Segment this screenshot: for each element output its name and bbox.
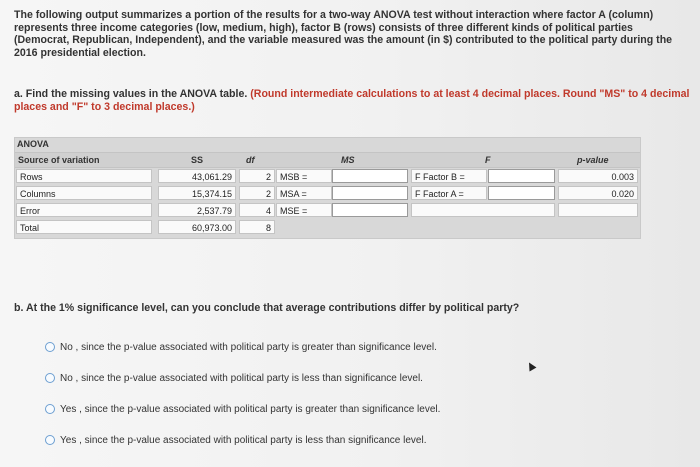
msa-input[interactable] bbox=[332, 186, 408, 200]
part-a-prompt bbox=[14, 88, 690, 113]
f-factor-a-input[interactable] bbox=[488, 186, 555, 200]
row-df: 2 bbox=[239, 186, 275, 200]
row-ss: 43,061.29 bbox=[158, 169, 236, 183]
empty-cell bbox=[411, 203, 555, 217]
option-text: Yes , since the p-value associated with political party is greater than significance level. bbox=[60, 404, 441, 415]
ms-label: MSE = bbox=[276, 203, 332, 217]
row-ss: 2,537.79 bbox=[158, 203, 236, 217]
part-a-label: a. Find the missing values in the ANOVA table. bbox=[14, 88, 248, 100]
header-source: Source of variation bbox=[18, 155, 100, 165]
row-ss: 60,973.00 bbox=[158, 220, 236, 234]
anova-header-row bbox=[15, 152, 640, 168]
answer-option-2[interactable] bbox=[45, 372, 423, 386]
row-df: 4 bbox=[239, 203, 275, 217]
ms-label: MSB = bbox=[276, 169, 332, 183]
ms-label: MSA = bbox=[276, 186, 332, 200]
row-ss: 15,374.15 bbox=[158, 186, 236, 200]
row-df: 2 bbox=[239, 169, 275, 183]
table-row bbox=[15, 168, 640, 185]
f-label: F Factor A = bbox=[411, 186, 487, 200]
empty-cell bbox=[558, 203, 638, 217]
f-factor-b-input[interactable] bbox=[488, 169, 555, 183]
problem-statement: The following output summarizes a portion of the results for a two-way ANOVA test without interaction where factor A (column) represents three income categories (low, medium, high), factor B (rows) consists of three different kinds of political parties (Democrat, Republican, Independent), and the variable measured was the amount (in $) contributed to the political party during the 2016 presidential election. bbox=[14, 9, 673, 59]
radio-button[interactable] bbox=[45, 404, 55, 414]
table-row bbox=[15, 185, 640, 202]
msb-input[interactable] bbox=[332, 169, 408, 183]
header-df: df bbox=[246, 155, 255, 165]
mouse-cursor-icon bbox=[526, 361, 537, 372]
answer-option-1[interactable] bbox=[45, 341, 437, 355]
header-ms: MS bbox=[341, 155, 355, 165]
row-source: Total bbox=[16, 220, 152, 234]
answer-option-3[interactable] bbox=[45, 403, 440, 417]
rounding-instruction: (Round intermediate calculations to at least 4 decimal places. Round "MS" to 4 decimal places and "F" to 3 decimal places.) bbox=[14, 88, 690, 113]
part-b-question: b. At the 1% significance level, can you conclude that average contributions differ by political party? bbox=[14, 302, 520, 314]
option-text: No , since the p-value associated with political party is greater than significance level. bbox=[60, 342, 437, 353]
row-pvalue: 0.020 bbox=[558, 186, 638, 200]
anova-table bbox=[14, 137, 641, 239]
header-pvalue: p-value bbox=[577, 155, 609, 165]
row-pvalue: 0.003 bbox=[558, 169, 638, 183]
radio-button[interactable] bbox=[45, 373, 55, 383]
row-source: Rows bbox=[16, 169, 152, 183]
row-df: 8 bbox=[239, 220, 275, 234]
anova-table-title: ANOVA bbox=[17, 139, 49, 149]
f-label: F Factor B = bbox=[411, 169, 487, 183]
option-text: No , since the p-value associated with political party is less than significance level. bbox=[60, 373, 423, 384]
row-source: Columns bbox=[16, 186, 152, 200]
radio-button[interactable] bbox=[45, 342, 55, 352]
radio-button[interactable] bbox=[45, 435, 55, 445]
header-ss: SS bbox=[191, 155, 204, 165]
table-row bbox=[15, 219, 640, 236]
answer-option-4[interactable] bbox=[45, 434, 427, 448]
header-f: F bbox=[485, 155, 491, 165]
mse-input[interactable] bbox=[332, 203, 408, 217]
table-row bbox=[15, 202, 640, 219]
row-source: Error bbox=[16, 203, 152, 217]
option-text: Yes , since the p-value associated with political party is less than significance level. bbox=[60, 435, 427, 446]
